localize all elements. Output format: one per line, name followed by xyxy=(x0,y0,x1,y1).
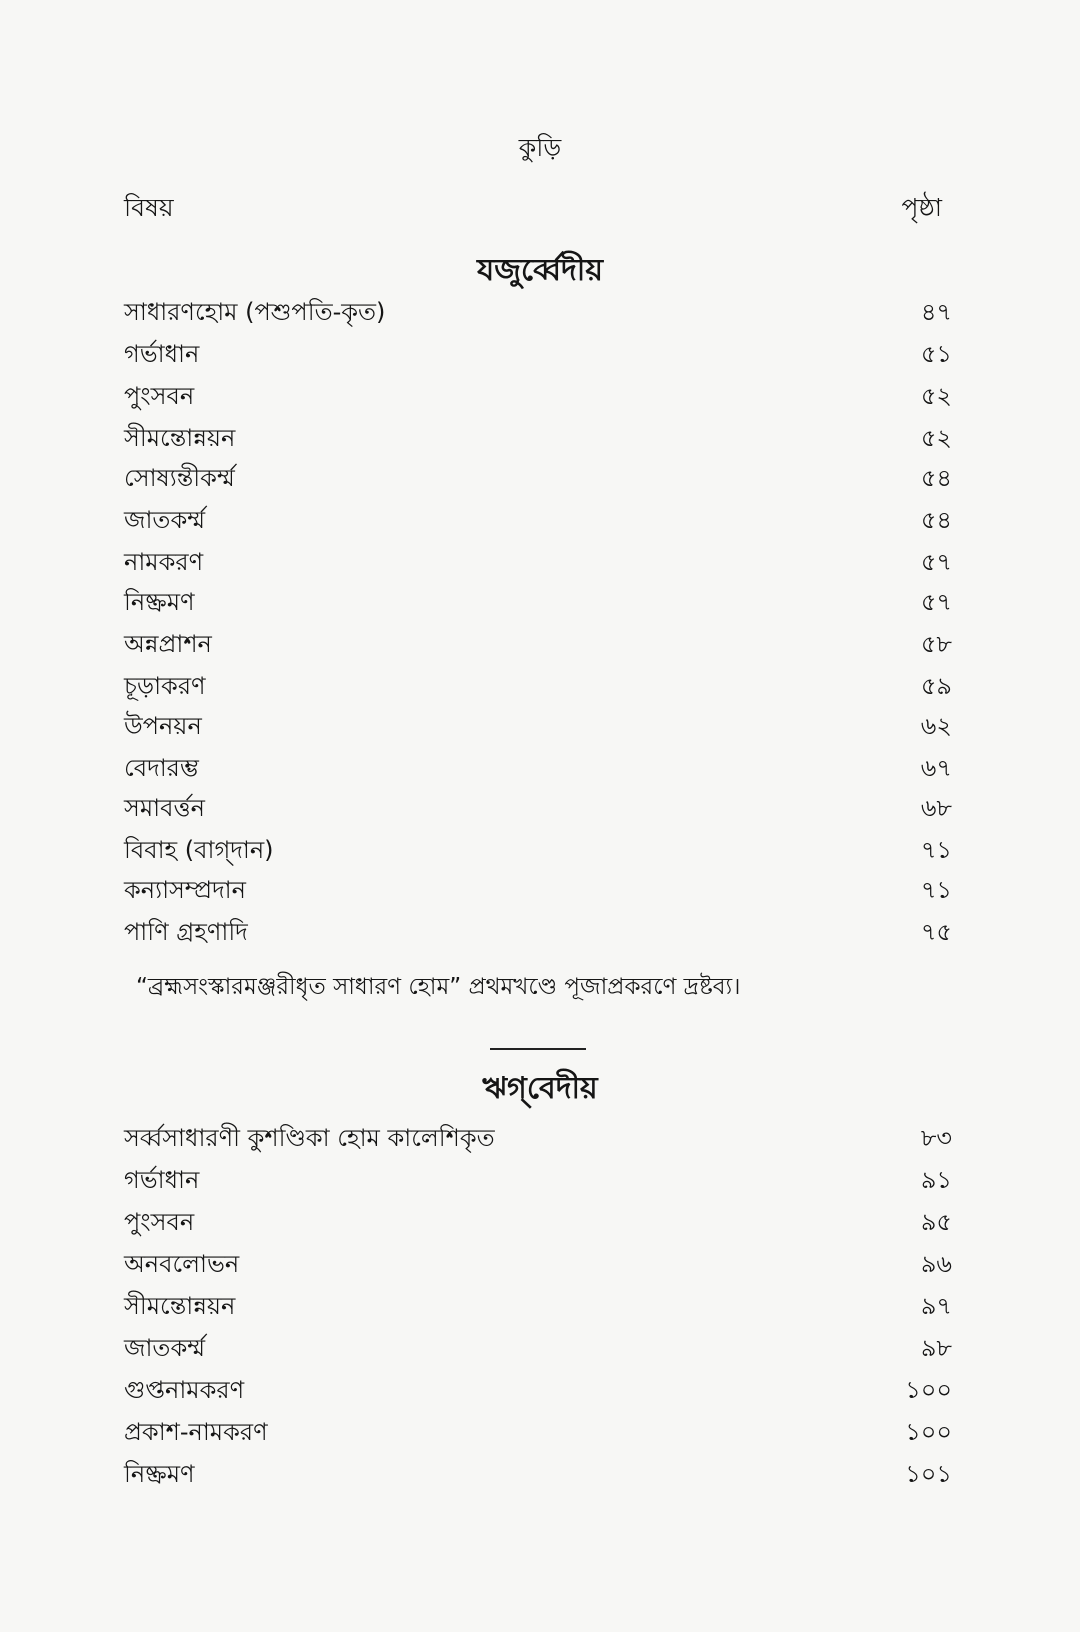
toc-page-number: ৭৫ xyxy=(920,918,952,946)
toc-title: গর্ভাধান xyxy=(124,1166,200,1194)
toc-title: সোষ্যন্তীকর্ম্ম xyxy=(124,464,235,492)
toc-row xyxy=(124,378,952,418)
toc-page-number: ৫৯ xyxy=(920,672,952,700)
toc-page-number: ৫২ xyxy=(920,424,952,452)
running-head: কুড়ি xyxy=(518,133,562,162)
toc-row xyxy=(124,1330,952,1370)
toc-title: গুপ্তনামকরণ xyxy=(124,1376,245,1404)
toc-row xyxy=(124,1372,952,1412)
toc-row xyxy=(124,914,952,954)
toc-row xyxy=(124,668,952,708)
toc-page-number: ৯৭ xyxy=(920,1292,952,1320)
section-divider xyxy=(490,1048,586,1050)
toc-page-number: ৪৭ xyxy=(920,298,952,326)
toc-title: কন্যাসম্প্রদান xyxy=(124,876,246,904)
toc-title: নিষ্ক্রমণ xyxy=(124,588,195,616)
toc-row xyxy=(124,832,952,872)
toc-title: গর্ভাধান xyxy=(124,340,200,368)
toc-page-number: ৫৪ xyxy=(920,506,952,534)
toc-row xyxy=(124,1288,952,1328)
toc-page-number: ৭১ xyxy=(920,876,952,904)
toc-title: নিষ্ক্রমণ xyxy=(124,1460,195,1488)
toc-row xyxy=(124,544,952,584)
toc-row xyxy=(124,420,952,460)
toc-row xyxy=(124,708,952,748)
toc-page-number: ১০০ xyxy=(905,1418,952,1446)
toc-title: সাধারণহোম (পশুপতি-কৃত) xyxy=(124,298,386,326)
toc-title: প্রকাশ-নামকরণ xyxy=(124,1418,268,1446)
toc-title: বিবাহ (বাগ্‌দান) xyxy=(124,836,274,864)
toc-title: জাতকর্ম্ম xyxy=(124,506,206,534)
toc-row xyxy=(124,790,952,830)
toc-page-number: ৫৭ xyxy=(920,588,952,616)
toc-title: সর্ব্বসাধারণী কুশণ্ডিকা হোম কালেশিকৃত xyxy=(124,1124,495,1152)
toc-title: সমাবর্ত্তন xyxy=(124,794,205,822)
toc-row xyxy=(124,1120,952,1160)
toc-row xyxy=(124,626,952,666)
toc-title: নামকরণ xyxy=(124,548,204,576)
section-title-yajurvediya: যজুর্ব্বেদীয় xyxy=(476,253,604,288)
toc-title: সীমন্তোন্নয়ন xyxy=(124,1292,236,1320)
column-header-page: পৃষ্ঠা xyxy=(901,193,942,222)
toc-title: উপনয়ন xyxy=(124,712,202,740)
toc-page-number: ৬২ xyxy=(920,712,952,740)
toc-row xyxy=(124,1456,952,1496)
toc-title: সীমন্তোন্নয়ন xyxy=(124,424,236,452)
toc-row xyxy=(124,502,952,542)
toc-page-number: ৯৫ xyxy=(920,1208,952,1236)
toc-row xyxy=(124,750,952,790)
toc-row xyxy=(124,872,952,912)
toc-row xyxy=(124,584,952,624)
toc-page-number: ৫৪ xyxy=(920,464,952,492)
toc-row xyxy=(124,1204,952,1244)
toc-page-number: ৮৩ xyxy=(920,1124,952,1152)
toc-title: চূড়াকরণ xyxy=(124,672,206,700)
toc-page-number: ১০০ xyxy=(905,1376,952,1404)
toc-row xyxy=(124,294,952,334)
toc-page-number: ৭১ xyxy=(920,836,952,864)
toc-page-number: ৯৮ xyxy=(920,1334,952,1362)
toc-row xyxy=(124,1414,952,1454)
toc-title: পুংসবন xyxy=(124,1208,195,1236)
toc-page-number: ৫২ xyxy=(920,382,952,410)
toc-page-number: ৯১ xyxy=(920,1166,952,1194)
toc-title: অন্নপ্রাশন xyxy=(124,630,212,658)
column-header-subject: বিষয় xyxy=(124,193,174,222)
toc-page-number: ১০১ xyxy=(905,1460,952,1488)
toc-title: অনবলোভন xyxy=(124,1250,240,1278)
section-title-rigvediya: ঋগ্‌বেদীয় xyxy=(482,1071,598,1106)
toc-title: পুংসবন xyxy=(124,382,195,410)
section-note: “ব্রহ্মসংস্কারমঞ্জরীধৃত সাধারণ হোম” প্রথমখণ্ডে পূজাপ্রকরণে দ্রষ্টব্য। xyxy=(136,974,741,1000)
toc-title: পাণি গ্রহণাদি xyxy=(124,918,248,946)
toc-row xyxy=(124,1246,952,1286)
toc-page-number: ৫১ xyxy=(920,340,952,368)
toc-title: বেদারম্ভ xyxy=(124,754,199,782)
toc-page-number: ৬৮ xyxy=(920,794,952,822)
toc-page-number: ৫৮ xyxy=(920,630,952,658)
toc-page-number: ৯৬ xyxy=(920,1250,952,1278)
toc-row xyxy=(124,336,952,376)
toc-row xyxy=(124,460,952,500)
toc-row xyxy=(124,1162,952,1202)
toc-page-number: ৫৭ xyxy=(920,548,952,576)
toc-title: জাতকর্ম্ম xyxy=(124,1334,206,1362)
toc-page-number: ৬৭ xyxy=(920,754,952,782)
